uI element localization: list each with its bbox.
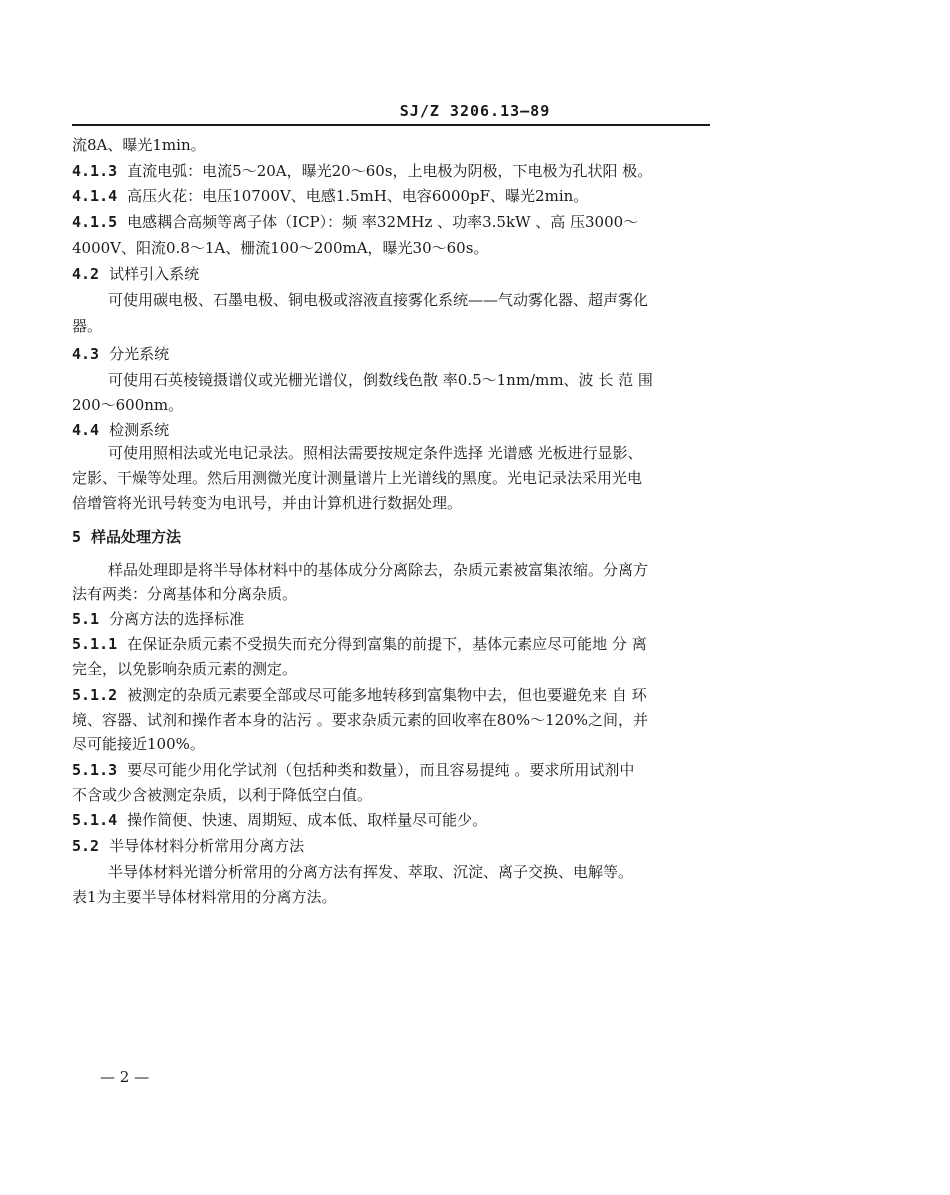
text-line: 200～600nm。 xyxy=(72,396,184,414)
text-line: 半导体材料光谱分析常用的分离方法有挥发、萃取、沉淀、离子交换、电解等。 xyxy=(108,863,634,881)
text-line: 4000V、阳流0.8～1A、栅流100～200mA，曝光30～60s。 xyxy=(72,239,489,257)
clause-5-2-heading: 5.2 半导体材料分析常用分离方法 xyxy=(72,837,305,855)
clause-4-2-heading: 4.2 试样引入系统 xyxy=(72,265,200,283)
text-line: 可使用碳电极、石墨电极、铜电极或溶液直接雾化系统——气动雾化器、超声雾化 xyxy=(108,291,649,309)
text-line: 倍增管将光讯号转变为电讯号，并由计算机进行数据处理。 xyxy=(72,494,463,512)
section-5-heading: 5 样品处理方法 xyxy=(72,528,182,546)
clause-5-1-1: 5.1.1 在保证杂质元素不受损失而充分得到富集的前提下，基体元素应尽可能地 分 离 xyxy=(72,635,647,653)
clause-4-4-heading: 4.4 检测系统 xyxy=(72,421,170,439)
text-line: 可使用照相法或光电记录法。照相法需要按规定条件选择 光谱感 光板进行显影、 xyxy=(108,444,643,462)
clause-5-1-3: 5.1.3 要尽可能少用化学试剂（包括种类和数量），而且容易提纯 。要求所用试剂中 xyxy=(72,761,635,779)
clause-5-1-2: 5.1.2 被测定的杂质元素要全部或尽可能多地转移到富集物中去，但也要避免来 自 环 xyxy=(72,686,647,704)
text-line: 不含或少含被测定杂质，以利于降低空白值。 xyxy=(72,786,373,804)
header-rule xyxy=(72,124,710,126)
text-line: 尽可能接近100%。 xyxy=(72,735,205,753)
clause-4-1-5: 4.1.5 电感耦合高频等离子体（ICP）：频 率32MHz 、功率3.5kW 、高 压3000～ xyxy=(72,213,639,231)
text-line: 定影、干燥等处理。然后用测微光度计测量谱片上光谱线的黑度。光电记录法采用光电 xyxy=(72,469,643,487)
text-line: 表1为主要半导体材料常用的分离方法。 xyxy=(72,888,337,906)
text-line: 境、容器、试剂和操作者本身的沾污 。要求杂质元素的回收率在80%～120%之间，并 xyxy=(72,711,648,729)
text-line: 法有两类：分离基体和分离杂质。 xyxy=(72,585,298,603)
text-line: 流8A、曝光1min。 xyxy=(72,136,206,154)
text-line: 器。 xyxy=(72,317,103,335)
standard-code-header: SJ/Z 3206.13—89 xyxy=(399,102,551,120)
page-number: — 2 — xyxy=(100,1068,150,1086)
text-line: 样品处理即是将半导体材料中的基体成分分离除去，杂质元素被富集浓缩。分离方 xyxy=(108,561,649,579)
text-line: 完全，以免影响杂质元素的测定。 xyxy=(72,660,298,678)
clause-4-1-3: 4.1.3 直流电弧：电流5～20A，曝光20～60s，上电极为阴极，下电极为孔状阳 极。 xyxy=(72,162,653,180)
clause-4-3-heading: 4.3 分光系统 xyxy=(72,345,170,363)
text-line: 可使用石英棱镜摄谱仪或光栅光谱仪，倒数线色散 率0.5～1nm/mm、波 长 范 围 xyxy=(108,371,653,389)
clause-5-1-4: 5.1.4 操作简便、快速、周期短、成本低、取样量尽可能少。 xyxy=(72,811,488,829)
clause-5-1-heading: 5.1 分离方法的选择标准 xyxy=(72,610,245,628)
clause-4-1-4: 4.1.4 高压火花：电压10700V、电感1.5mH、电容6000pF、曝光2min。 xyxy=(72,187,589,205)
